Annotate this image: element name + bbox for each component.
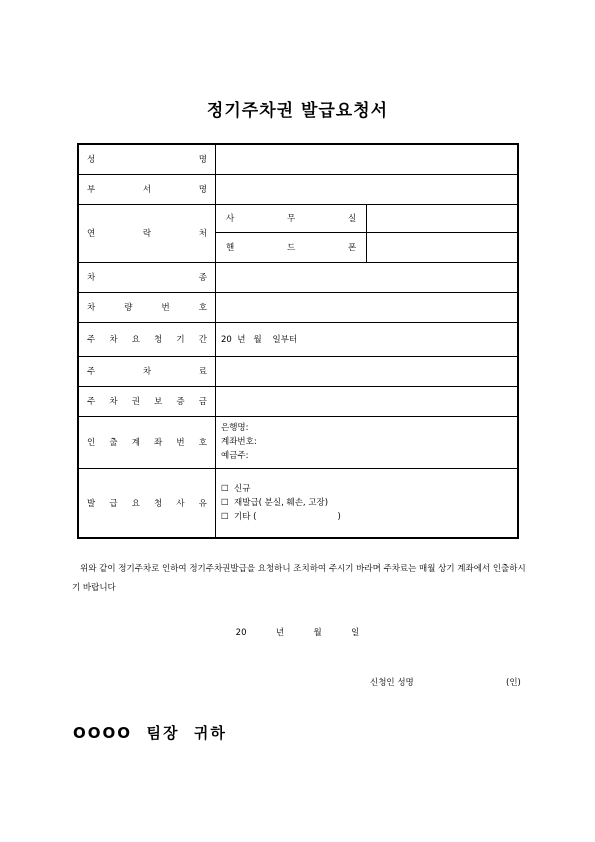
application-form-table bbox=[77, 143, 519, 539]
label-department-text: 부 서 명 bbox=[87, 185, 207, 195]
request-statement: 위와 같이 정기주차로 인하여 정기주차권발급을 요청하니 조치하여 주시기 바라며 주차료는 매월 상기 계좌에서 인출하시기 바랍니다 bbox=[72, 564, 526, 593]
label-parking-period bbox=[78, 322, 216, 356]
field-parking-period[interactable]: 20 년 월 일부터 bbox=[216, 322, 519, 356]
label-contact bbox=[78, 204, 216, 262]
reason-new-checkbox[interactable]: ☐ 신규 bbox=[221, 483, 251, 494]
label-office bbox=[216, 204, 367, 232]
label-parking-fee bbox=[78, 356, 216, 386]
label-parking-period-text: 주 차 요 청 기 간 bbox=[87, 335, 207, 345]
label-mobile-text: 핸 드 폰 bbox=[226, 243, 357, 253]
field-car-number[interactable] bbox=[216, 292, 519, 322]
reason-reissue-checkbox[interactable]: ☐ 재발급( 분실, 훼손, 고장) bbox=[221, 497, 329, 508]
date-line: 20 년 월 일 bbox=[235, 628, 360, 638]
label-car-number-text: 차 량 번 호 bbox=[87, 303, 207, 313]
depositor-line: 예금주: bbox=[221, 451, 249, 461]
label-issue-reason-text: 발 급 요 청 사 유 bbox=[87, 498, 207, 509]
applicant-signature-label: 신청인 성명 bbox=[370, 678, 414, 688]
label-car-type-text: 차 종 bbox=[87, 273, 207, 283]
field-car-type[interactable] bbox=[216, 262, 519, 292]
label-mobile bbox=[216, 232, 367, 262]
field-name[interactable] bbox=[216, 144, 519, 174]
field-deposit[interactable] bbox=[216, 386, 519, 416]
document-title: 정기주차권 발급요청서 bbox=[206, 101, 389, 121]
label-name-text: 성 명 bbox=[87, 155, 207, 166]
field-department[interactable] bbox=[216, 174, 519, 204]
recipient-line: OOOO 팀장 귀하 bbox=[73, 724, 227, 742]
label-car-type bbox=[78, 262, 216, 292]
label-deposit-text: 주 차 권 보 증 금 bbox=[87, 397, 207, 407]
reason-other-checkbox[interactable]: ☐ 기타 ( ) bbox=[221, 511, 341, 522]
label-deposit bbox=[78, 386, 216, 416]
label-withdraw-account-text: 인 출 계 좌 번 호 bbox=[87, 438, 207, 448]
field-office-phone[interactable] bbox=[367, 204, 518, 232]
label-car-number bbox=[78, 292, 216, 322]
field-issue-reason bbox=[216, 468, 519, 538]
label-department bbox=[78, 174, 216, 204]
field-withdraw-account[interactable] bbox=[216, 416, 519, 468]
field-mobile-phone[interactable] bbox=[367, 232, 518, 262]
label-withdraw-account bbox=[78, 416, 216, 468]
label-office-text: 사 무 실 bbox=[226, 214, 357, 224]
label-contact-text: 연 락 처 bbox=[87, 229, 207, 239]
account-number-line: 계좌번호: bbox=[221, 437, 257, 447]
label-name bbox=[78, 144, 216, 174]
label-issue-reason bbox=[78, 468, 216, 538]
field-parking-fee[interactable] bbox=[216, 356, 519, 386]
bank-name-line: 은행명: bbox=[221, 423, 249, 433]
seal-mark: (인) bbox=[506, 678, 521, 688]
label-parking-fee-text: 주 차 료 bbox=[87, 367, 207, 377]
